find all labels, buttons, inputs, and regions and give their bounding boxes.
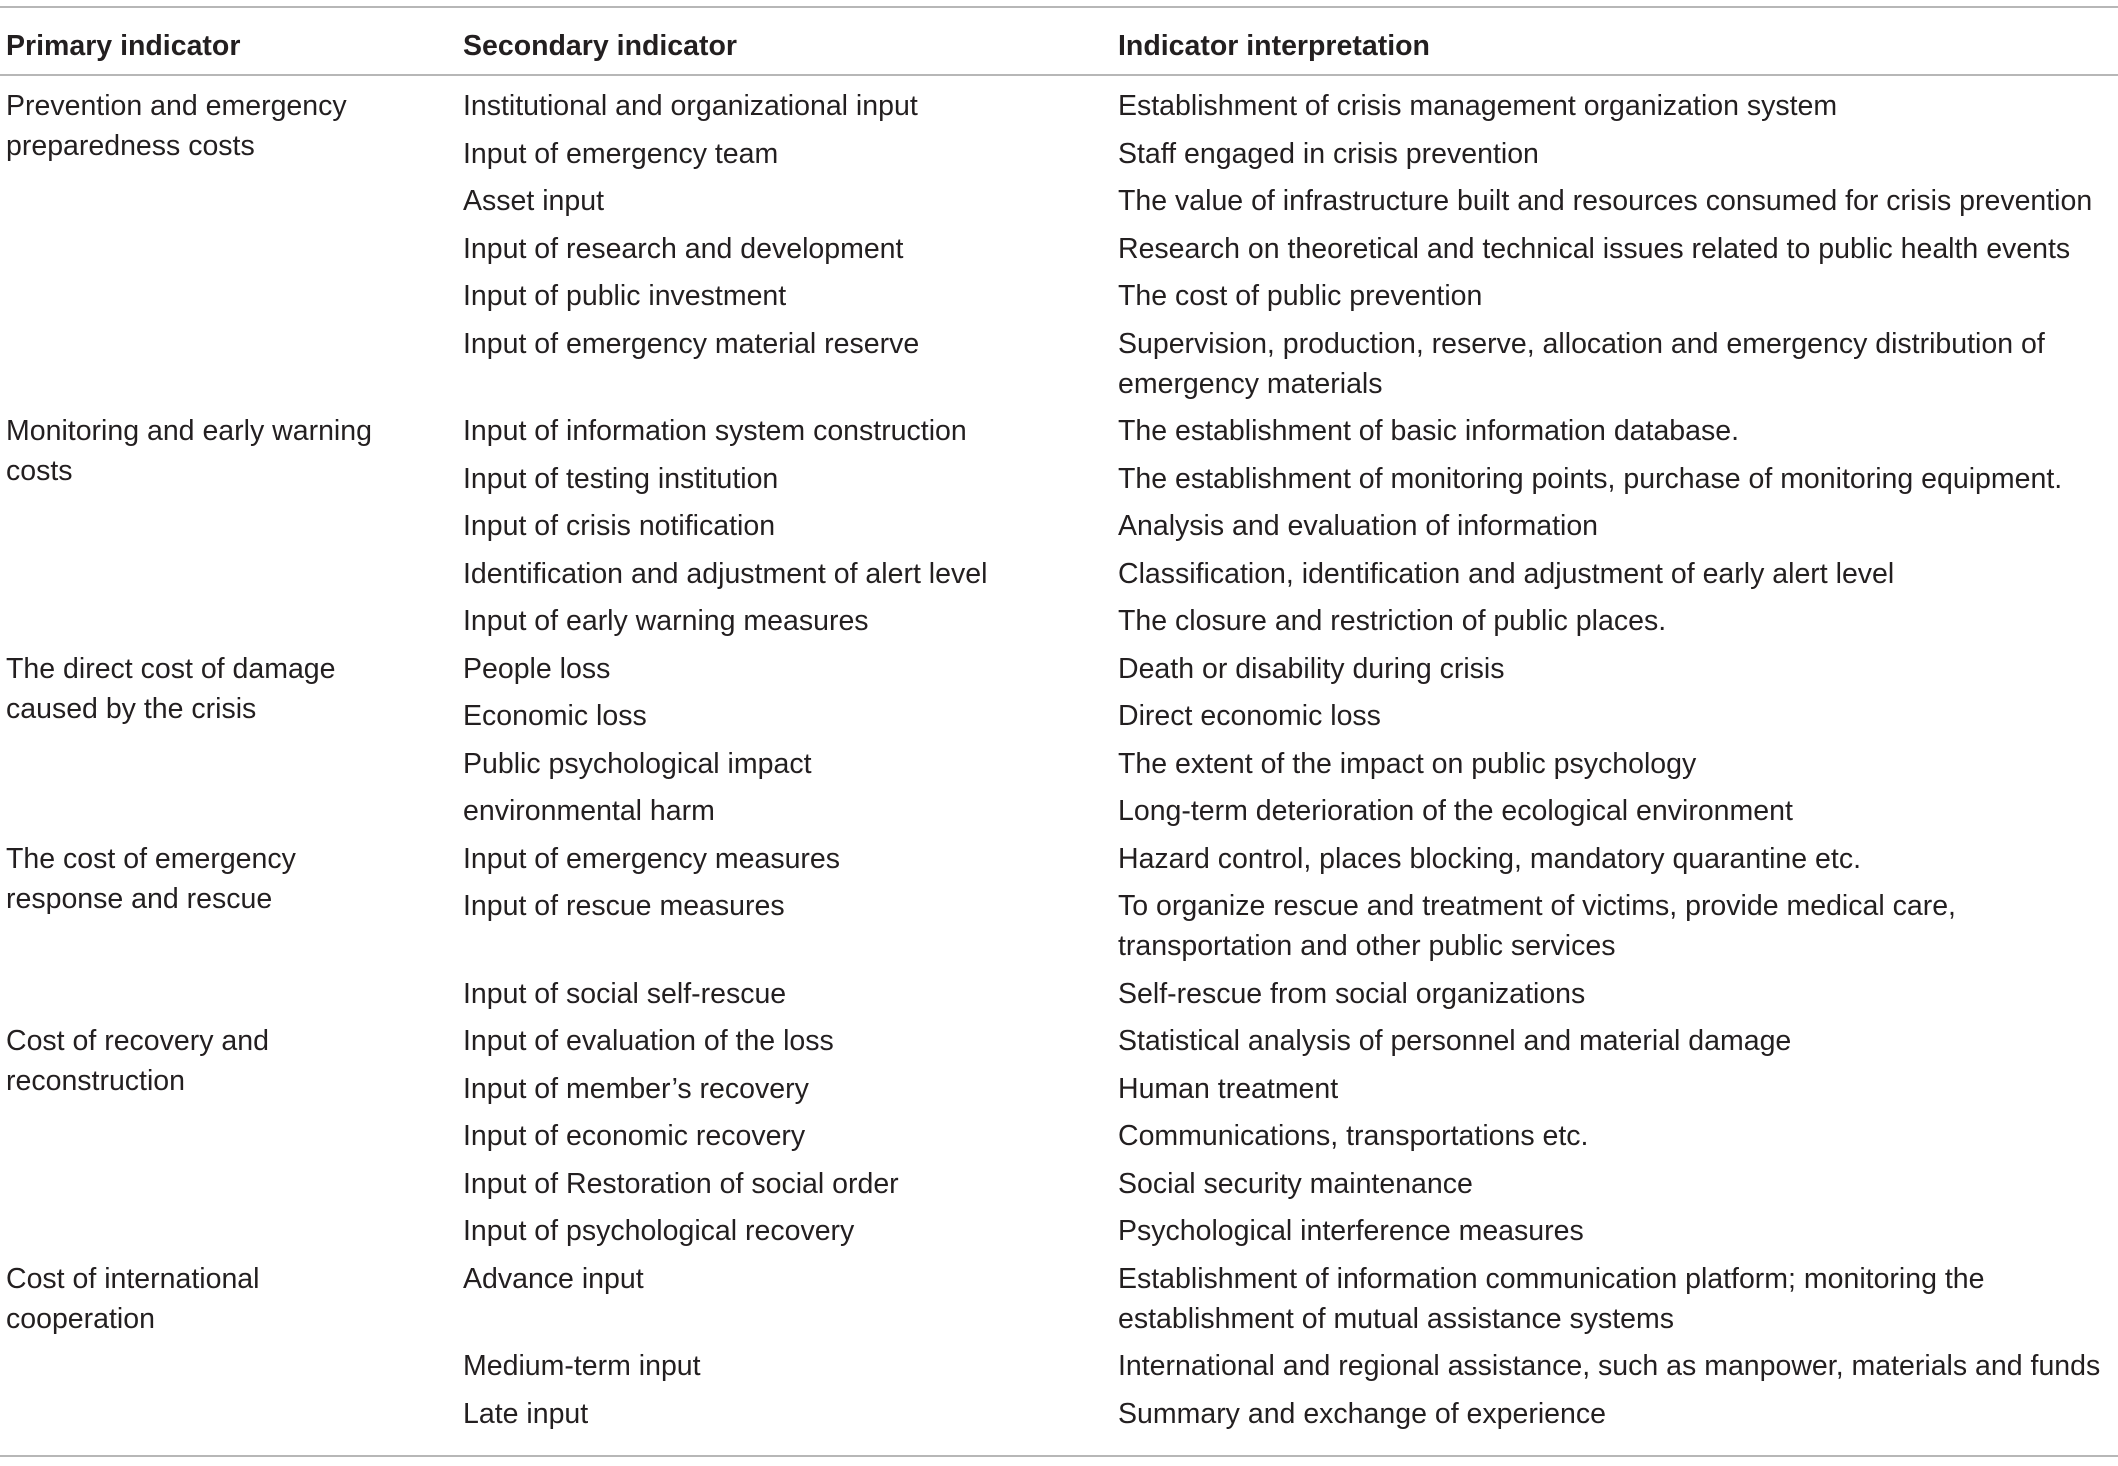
primary-indicator-line: reconstruction bbox=[6, 1065, 186, 1097]
primary-indicator-line: Cost of international bbox=[6, 1262, 260, 1295]
secondary-indicator: Input of economic recovery bbox=[463, 1120, 806, 1152]
indicator-interpretation-line: The value of infrastructure built and resources consumed for crisis prevention bbox=[1118, 185, 2093, 217]
secondary-indicator: Input of evaluation of the loss bbox=[463, 1025, 834, 1057]
table-body bbox=[0, 76, 2118, 1455]
indicator-interpretation-line: The extent of the impact on public psychology bbox=[1118, 747, 1697, 780]
indicator-interpretation-line: Long-term deterioration of the ecological environment bbox=[1118, 795, 1793, 827]
indicator-interpretation-line: Human treatment bbox=[1118, 1072, 1339, 1105]
secondary-indicator: Input of information system construction bbox=[463, 415, 967, 447]
indicator-table bbox=[0, 6, 2118, 1457]
secondary-indicator: Input of emergency material reserve bbox=[463, 327, 920, 360]
secondary-indicator: Identification and adjustment of alert level bbox=[463, 557, 988, 590]
table-bottom-rule bbox=[0, 1455, 2118, 1457]
secondary-indicator: Input of Restoration of social order bbox=[463, 1167, 899, 1200]
secondary-indicator: Input of early warning measures bbox=[463, 605, 869, 637]
indicator-interpretation-line: Analysis and evaluation of information bbox=[1118, 510, 1599, 542]
secondary-indicator: Input of psychological recovery bbox=[463, 1215, 855, 1247]
indicator-interpretation-line: Psychological interference measures bbox=[1118, 1215, 1584, 1247]
primary-indicator-line: caused by the crisis bbox=[6, 692, 257, 725]
header-secondary-indicator: Secondary indicator bbox=[463, 30, 737, 62]
indicator-interpretation-line: Research on theoretical and technical issues related to public health events bbox=[1118, 232, 2071, 265]
indicator-interpretation-line: Establishment of crisis management organization system bbox=[1118, 90, 1838, 122]
primary-indicator-line: Prevention and emergency bbox=[6, 90, 347, 122]
indicator-interpretation-line: Social security maintenance bbox=[1118, 1167, 1473, 1200]
header-indicator-interpretation: Indicator interpretation bbox=[1118, 30, 1430, 62]
indicator-interpretation-line: The closure and restriction of public places. bbox=[1118, 605, 1667, 637]
indicator-interpretation-line: The establishment of monitoring points, purchase of monitoring equipment. bbox=[1118, 462, 2063, 495]
secondary-indicator: Economic loss bbox=[463, 700, 647, 732]
primary-indicator-line: preparedness costs bbox=[6, 130, 255, 162]
secondary-indicator: Input of rescue measures bbox=[463, 890, 785, 922]
primary-indicator-line: Cost of recovery and bbox=[6, 1025, 269, 1057]
indicator-interpretation-line: International and regional assistance, such as manpower, materials and funds bbox=[1118, 1350, 2101, 1382]
secondary-indicator: Input of member’s recovery bbox=[463, 1072, 809, 1105]
indicator-interpretation-line: The establishment of basic information database. bbox=[1118, 415, 1740, 447]
indicator-interpretation-line: emergency materials bbox=[1118, 367, 1383, 400]
indicator-interpretation-line: Self-rescue from social organizations bbox=[1118, 977, 1586, 1010]
secondary-indicator: Input of research and development bbox=[463, 232, 904, 265]
indicator-interpretation-line: Classification, identification and adjustment of early alert level bbox=[1118, 557, 1895, 590]
secondary-indicator: Institutional and organizational input bbox=[463, 90, 918, 122]
indicator-interpretation-line: Supervision, production, reserve, allocation and emergency distribution of bbox=[1118, 327, 2045, 360]
secondary-indicator: Asset input bbox=[463, 185, 604, 217]
primary-indicator-line: Monitoring and early warning bbox=[6, 415, 372, 447]
secondary-indicator: environmental harm bbox=[463, 795, 715, 827]
header-primary-indicator: Primary indicator bbox=[6, 30, 241, 62]
primary-indicator-line: response and rescue bbox=[6, 882, 273, 915]
indicator-interpretation-line: The cost of public prevention bbox=[1118, 280, 1483, 312]
primary-indicator-line: The direct cost of damage bbox=[6, 652, 336, 685]
indicator-interpretation-line: Staff engaged in crisis prevention bbox=[1118, 137, 1539, 170]
indicator-interpretation-line: Establishment of information communication platform; monitoring the bbox=[1118, 1262, 1985, 1295]
indicator-interpretation-line: Statistical analysis of personnel and material damage bbox=[1118, 1025, 1792, 1057]
indicator-interpretation-line: Summary and exchange of experience bbox=[1118, 1397, 1606, 1430]
secondary-indicator: Input of testing institution bbox=[463, 462, 779, 495]
secondary-indicator: Input of crisis notification bbox=[463, 510, 776, 542]
indicator-interpretation-line: Hazard control, places blocking, mandatory quarantine etc. bbox=[1118, 842, 1861, 875]
primary-indicator-line: costs bbox=[6, 455, 73, 487]
secondary-indicator: Medium-term input bbox=[463, 1350, 701, 1382]
indicator-interpretation-line: Death or disability during crisis bbox=[1118, 652, 1505, 685]
secondary-indicator: People loss bbox=[463, 652, 611, 685]
indicator-interpretation-line: Communications, transportations etc. bbox=[1118, 1120, 1589, 1152]
secondary-indicator: Input of social self-rescue bbox=[463, 977, 787, 1010]
secondary-indicator: Input of emergency measures bbox=[463, 842, 841, 875]
secondary-indicator: Input of emergency team bbox=[463, 137, 779, 170]
primary-indicator-line: The cost of emergency bbox=[6, 842, 296, 875]
indicator-interpretation-line: Direct economic loss bbox=[1118, 700, 1381, 732]
secondary-indicator: Public psychological impact bbox=[463, 747, 812, 780]
table-header-row bbox=[0, 8, 2118, 74]
indicator-interpretation-line: To organize rescue and treatment of victims, provide medical care, bbox=[1118, 890, 1956, 922]
secondary-indicator: Late input bbox=[463, 1397, 589, 1430]
indicator-interpretation-line: transportation and other public services bbox=[1118, 930, 1616, 962]
secondary-indicator: Advance input bbox=[463, 1262, 644, 1295]
secondary-indicator: Input of public investment bbox=[463, 280, 787, 312]
primary-indicator-line: cooperation bbox=[6, 1302, 155, 1335]
indicator-interpretation-line: establishment of mutual assistance systems bbox=[1118, 1302, 1674, 1335]
